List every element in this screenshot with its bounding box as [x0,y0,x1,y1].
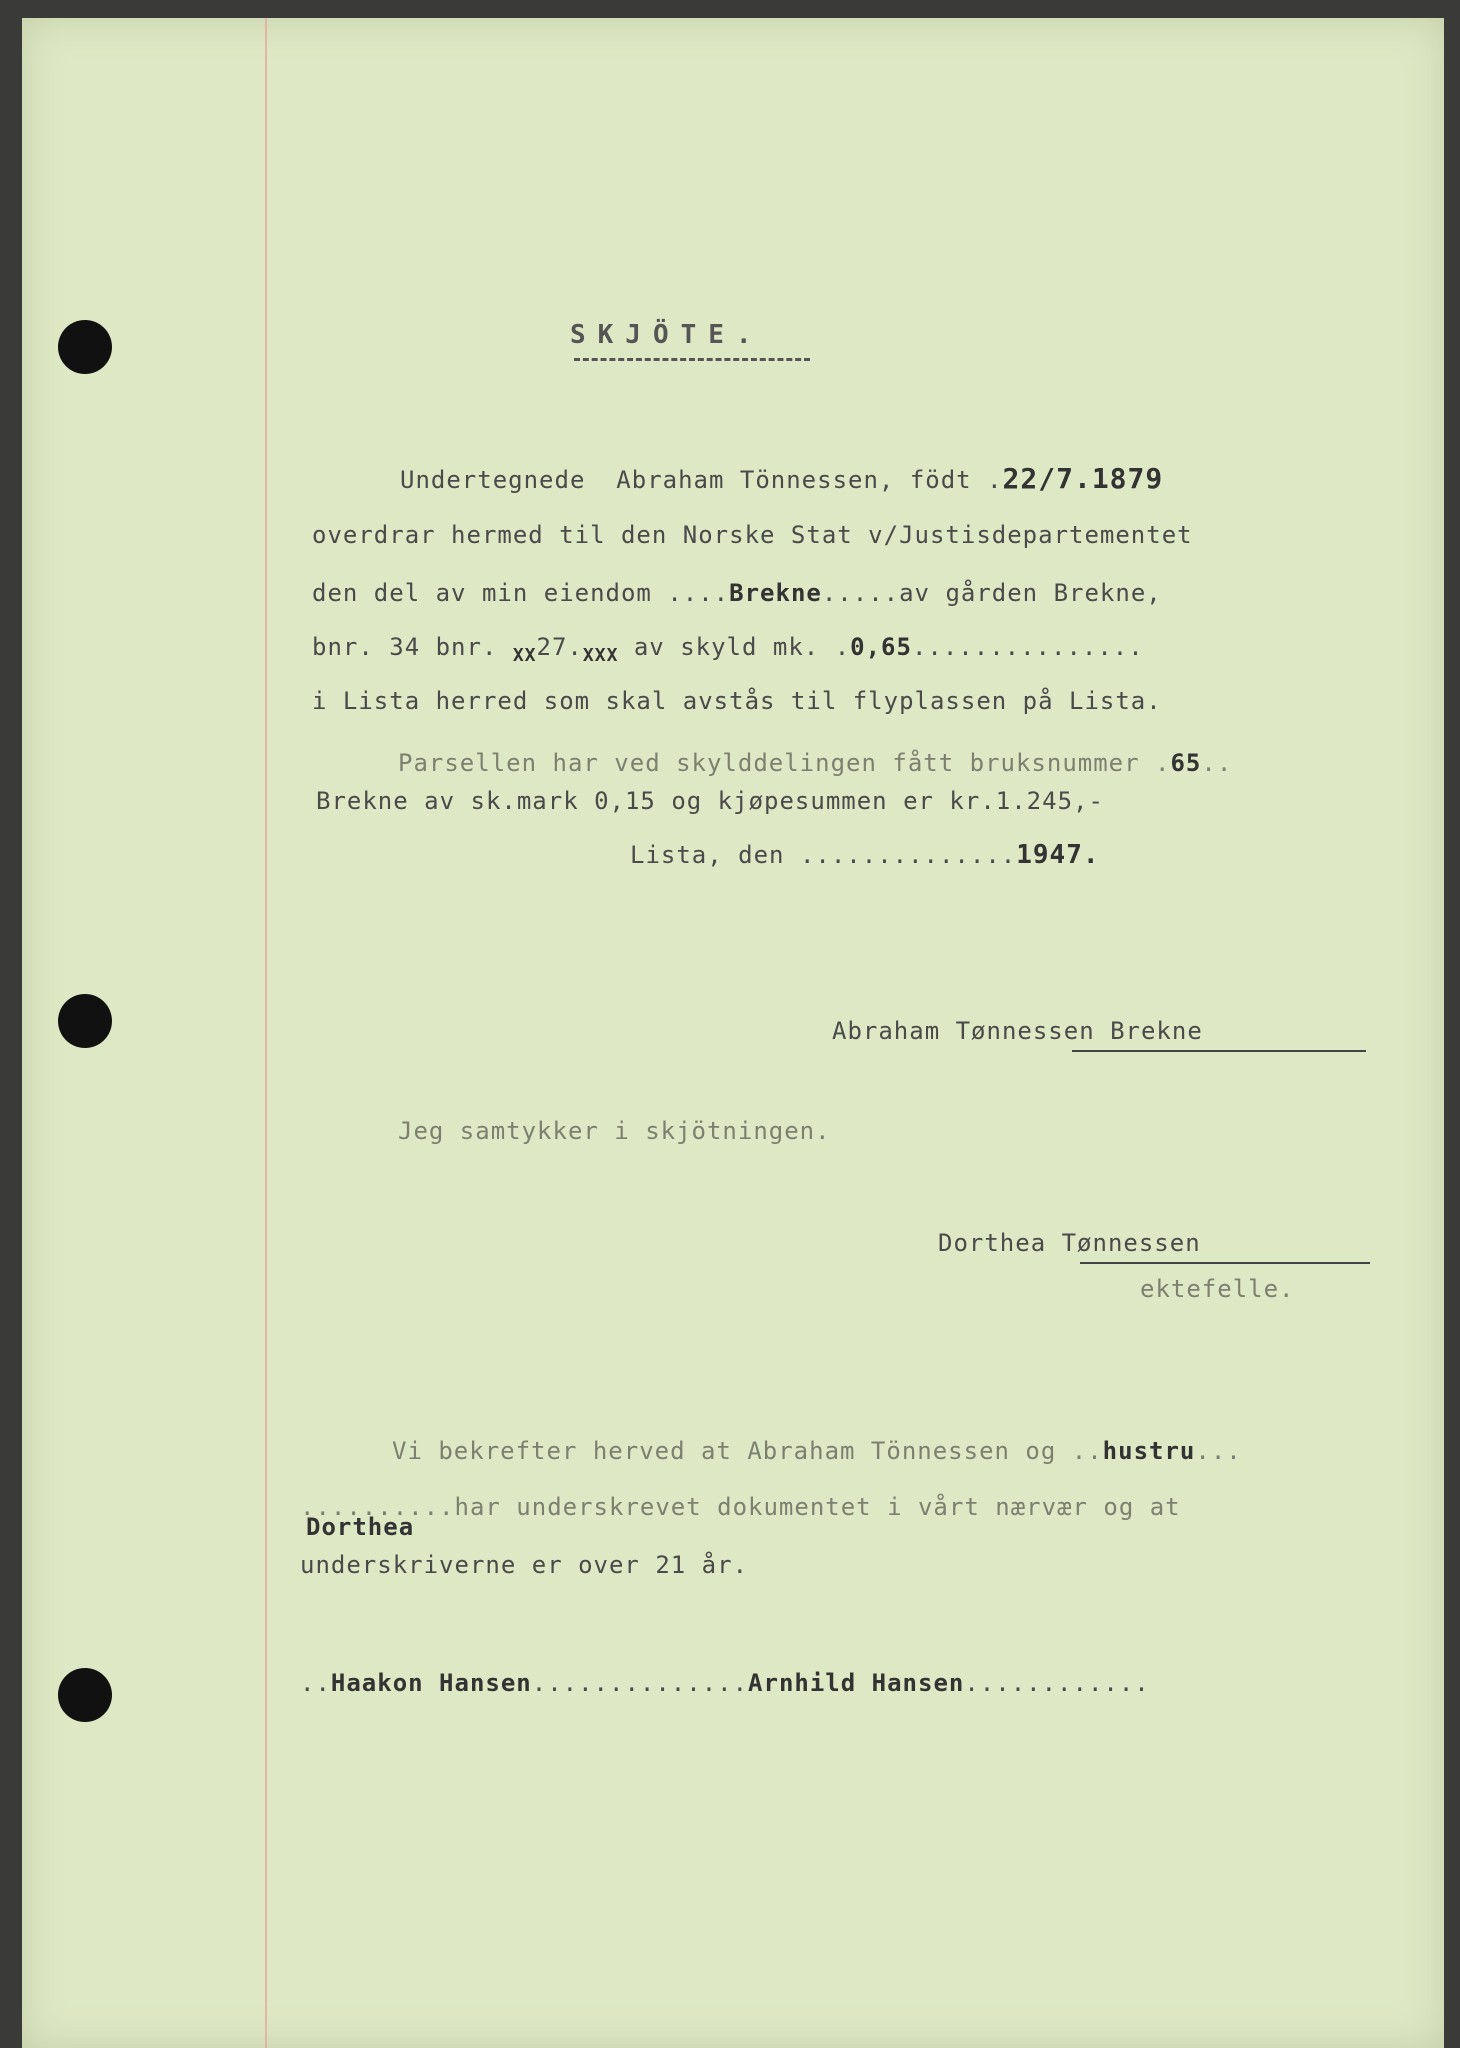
signature-line [1072,1050,1366,1052]
body-line-5: i Lista herred som skal avstås til flyplassen på Lista. [312,687,1162,715]
body-line-6: Parsellen har ved skylddelingen fått bruksnummer .65.. [398,749,1233,777]
witness-line-1: Vi bekrefter herved at Abraham Tönnessen og ..hustru... [392,1437,1242,1465]
document-title: SKJÖTE. [570,320,764,350]
body-line-1: Undertegnede Abraham Tönnessen, födt .22/7.1879 [400,462,1164,495]
signature-spouse-role: ektefelle. [1140,1275,1295,1303]
punch-hole [58,994,112,1048]
signature-line [1080,1262,1370,1264]
document-page [22,18,1444,2048]
witness-signatures: ..Haakon Hansen..............Arnhild Hansen............ [300,1669,1150,1697]
signature-owner: Abraham Tønnessen Brekne [832,1017,1203,1045]
body-line-4: bnr. 34 bnr. $_{XX}27._{XXX}$ av skyld mk. .0,65............... [312,633,1144,666]
margin-line [265,18,267,2048]
punch-hole [58,1668,112,1722]
witness-line-3: underskriverne er over 21 år. [300,1551,749,1579]
title-underline [574,358,810,361]
witness-line-2: ..........har underskrevet dokumentet i vårt nærvær og at [300,1493,1181,1521]
witness-spouse-name: Dorthea [306,1513,415,1541]
body-line-7: Brekne av sk.mark 0,15 og kjøpesummen er kr.1.245,- [316,787,1104,815]
body-line-2: overdrar hermed til den Norske Stat v/Justisdepartementet [312,521,1193,549]
punch-hole [58,320,112,374]
body-line-8: Lista, den ..............1947. [630,840,1100,870]
consent-text: Jeg samtykker i skjötningen. [398,1117,831,1145]
signature-spouse: Dorthea Tønnessen [938,1229,1201,1257]
body-line-3: den del av min eiendom ....Brekne.....av gården Brekne, [312,579,1162,607]
